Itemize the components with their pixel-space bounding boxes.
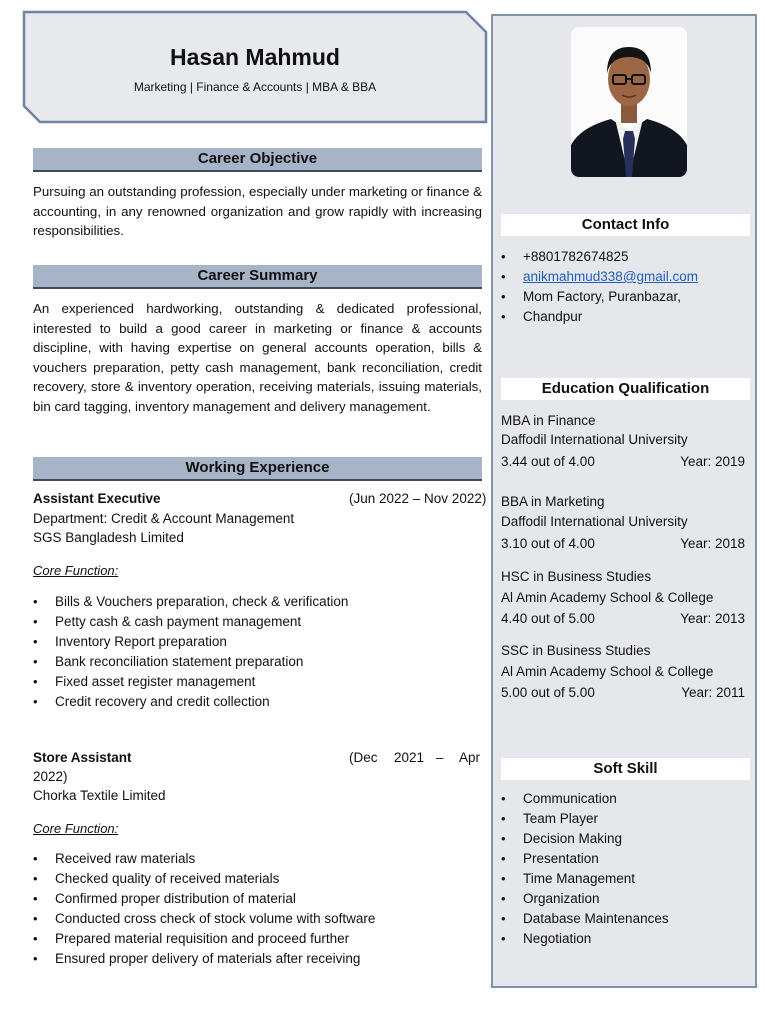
career-summary-heading: Career Summary (33, 265, 482, 289)
job-title: Store Assistant (33, 750, 132, 765)
edu-result-row (501, 685, 747, 700)
phone-number: • +8801782674825 (501, 247, 698, 267)
list-item: • Bills & Vouchers preparation, check & verification (33, 592, 348, 612)
profile-photo (571, 27, 687, 177)
edu-degree: MBA in Finance (501, 413, 596, 428)
list-item: • Decision Making (501, 829, 669, 849)
core-function-label: Core Function: (33, 563, 119, 578)
list-item: • Fixed asset register management (33, 672, 348, 692)
list-item: • Database Maintenances (501, 909, 669, 929)
list-item: • Confirmed proper distribution of material (33, 889, 375, 909)
job-dates-part: Apr (459, 750, 481, 765)
job-department: Department: Credit & Account Management (33, 511, 295, 526)
job-dates-part: 2022) (33, 769, 68, 784)
job-title: Assistant Executive (33, 491, 161, 506)
list-item: • Team Player (501, 809, 669, 829)
education-heading: Education Qualification (501, 378, 750, 400)
edu-degree: BBA in Marketing (501, 494, 605, 509)
core-function-label: Core Function: (33, 821, 119, 836)
list-item: • Communication (501, 789, 669, 809)
list-item: • Checked quality of received materials (33, 869, 375, 889)
edu-school: Al Amin Academy School & College (501, 664, 714, 679)
list-item: • Petty cash & cash payment management (33, 612, 348, 632)
job-functions-list (33, 592, 348, 712)
list-item: • Presentation (501, 849, 669, 869)
job-dates-part: – (436, 750, 444, 765)
edu-year: Year: 2013 (680, 611, 745, 626)
edu-result-row (501, 454, 747, 469)
list-item: • Credit recovery and credit collection (33, 692, 348, 712)
edu-result: 4.40 out of 5.00 (501, 611, 595, 626)
list-item: • Inventory Report preparation (33, 632, 348, 652)
address-item: • Mom Factory, Puranbazar, (501, 287, 698, 307)
job-dates: (Jun 2022 – Nov 2022) (349, 491, 487, 506)
edu-result-row (501, 536, 747, 551)
edu-result: 3.10 out of 4.00 (501, 536, 595, 551)
address-item-continued: • Chandpur (501, 307, 698, 327)
list-item: • Prepared material requisition and proceed further (33, 929, 375, 949)
soft-skill-list (501, 789, 669, 949)
edu-school: Daffodil International University (501, 514, 688, 529)
career-objective-heading: Career Objective (33, 148, 482, 172)
job-dates-part: (Dec (349, 750, 378, 765)
contact-info-heading: Contact Info (501, 214, 750, 236)
candidate-name: Hasan Mahmud (170, 44, 340, 70)
job-functions-list (33, 849, 375, 969)
edu-school: Al Amin Academy School & College (501, 590, 714, 605)
list-item: • Received raw materials (33, 849, 375, 869)
email-link[interactable]: anikmahmud338@gmail.com (523, 269, 699, 284)
working-experience-heading: Working Experience (33, 457, 482, 481)
edu-school: Daffodil International University (501, 432, 688, 447)
list-item: • Bank reconciliation statement preparation (33, 652, 348, 672)
edu-result: 5.00 out of 5.00 (501, 685, 595, 700)
list-item: • Negotiation (501, 929, 669, 949)
job-company: SGS Bangladesh Limited (33, 530, 184, 545)
list-item: • Time Management (501, 869, 669, 889)
list-item: • Conducted cross check of stock volume with software (33, 909, 375, 929)
email-item (501, 267, 698, 287)
edu-year: Year: 2018 (680, 536, 745, 551)
edu-year: Year: 2019 (680, 454, 745, 469)
job-dates-part: 2021 (394, 750, 425, 765)
edu-degree: HSC in Business Studies (501, 569, 652, 584)
edu-result-row (501, 611, 747, 626)
career-objective-text: Pursuing an outstanding profession, especially under marketing or finance & accounting, in any renowned organization and grow rapidly with increasing responsibilities. (33, 184, 482, 238)
edu-degree: SSC in Business Studies (501, 643, 651, 658)
list-item: • Organization (501, 889, 669, 909)
job-company: Chorka Textile Limited (33, 788, 166, 803)
soft-skill-heading: Soft Skill (501, 758, 750, 780)
contact-list (501, 247, 698, 327)
candidate-tagline: Marketing | Finance & Accounts | MBA & BBA (133, 80, 377, 94)
edu-result: 3.44 out of 4.00 (501, 454, 595, 469)
list-item: • Ensured proper delivery of materials after receiving (33, 949, 375, 969)
career-summary-text: An experienced hardworking, outstanding & dedicated professional, interested to build a good career in marketing or finance & accounts discipline, with having expertise on general accounts operation, bills & vouchers preparation, petty cash management, bank reconciliation, credit recovery, store & inventory operation, receiving materials, issuing materials, bin card tagging, inventory management and delivery management. (33, 301, 482, 414)
edu-year: Year: 2011 (681, 685, 745, 700)
